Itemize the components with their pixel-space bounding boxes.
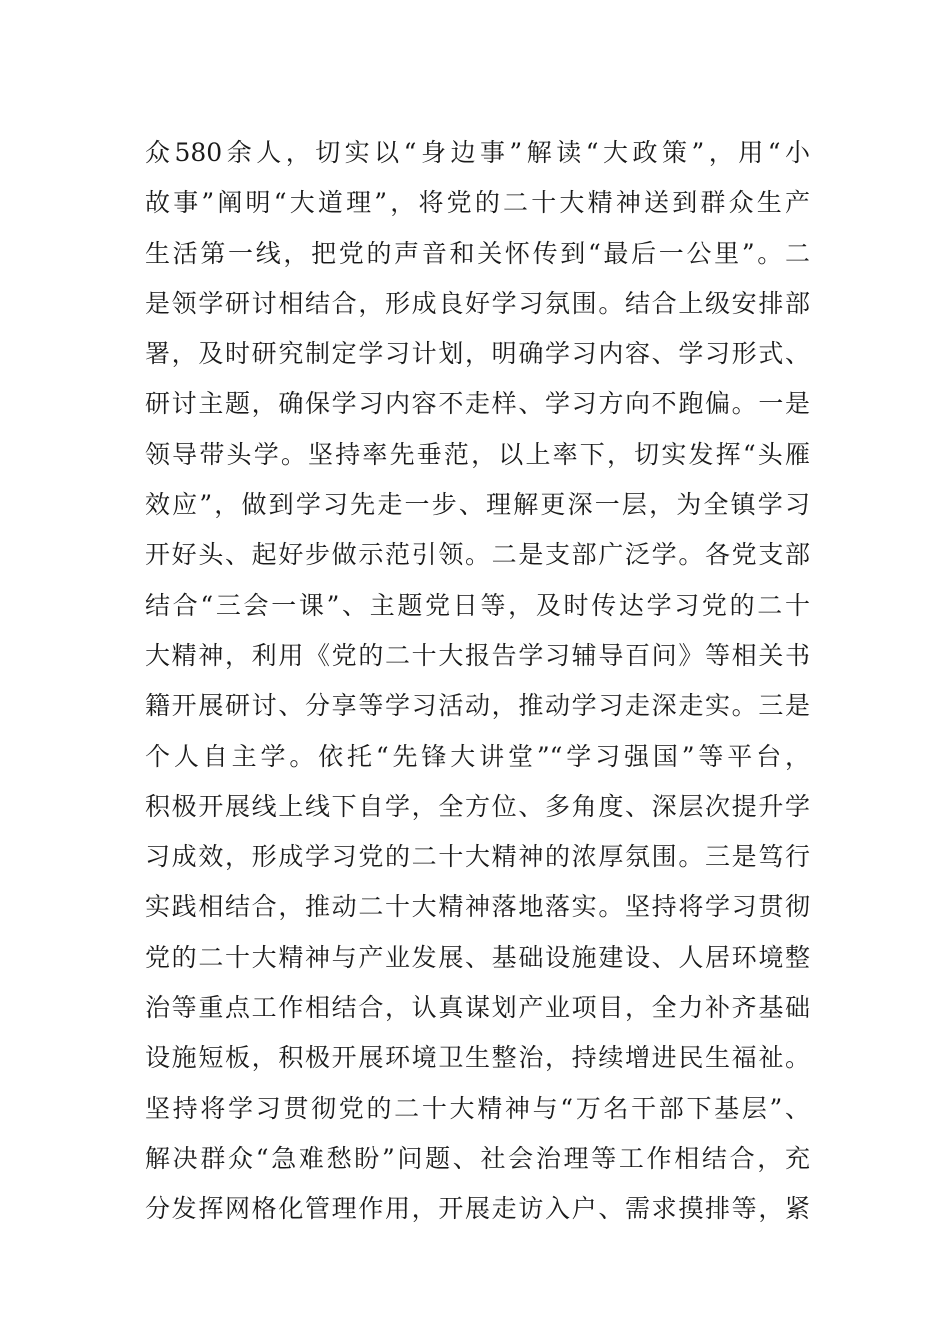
text-line: 故事”阐明“大道理”，将党的二十大精神送到群众生产 xyxy=(145,188,810,218)
text-line: 设施短板，积极开展环境卫生整治，持续增进民生福祉。 xyxy=(145,1043,810,1073)
text-line: 习成效，形成学习党的二十大精神的浓厚氛围。三是笃行 xyxy=(145,842,810,872)
text-line: 众580余人，切实以“身边事”解读“大政策”，用“小 xyxy=(145,138,810,167)
text-line: 分发挥网格化管理作用，开展走访入户、需求摸排等，紧 xyxy=(145,1194,810,1224)
text-line: 效应”，做到学习先走一步、理解更深一层，为全镇学习 xyxy=(145,490,810,520)
text-line: 坚持将学习贯彻党的二十大精神与“万名干部下基层”、 xyxy=(145,1093,810,1123)
text-line: 领导带头学。坚持率先垂范，以上率下，切实发挥“头雁 xyxy=(145,439,810,469)
text-line: 是领学研讨相结合，形成良好学习氛围。结合上级安排部 xyxy=(145,288,810,318)
text-line: 治等重点工作相结合，认真谋划产业项目，全力补齐基础 xyxy=(145,993,810,1023)
text-line: 积极开展线上线下自学，全方位、多角度、深层次提升学 xyxy=(145,791,810,821)
text-line: 开好头、起好步做示范引领。二是支部广泛学。各党支部 xyxy=(145,540,810,570)
text-line: 解决群众“急难愁盼”问题、社会治理等工作相结合，充 xyxy=(145,1143,810,1173)
text-line: 个人自主学。依托“先锋大讲堂”“学习强国”等平台， xyxy=(145,741,810,771)
text-line: 实践相结合，推动二十大精神落地落实。坚持将学习贯彻 xyxy=(145,892,810,922)
text-line: 籍开展研讨、分享等学习活动，推动学习走深走实。三是 xyxy=(145,691,810,721)
text-line: 结合“三会一课”、主题党日等，及时传达学习党的二十 xyxy=(145,590,810,620)
body-paragraph xyxy=(145,128,810,1235)
text-line: 署，及时研究制定学习计划，明确学习内容、学习形式、 xyxy=(145,339,810,369)
text-line: 大精神，利用《党的二十大报告学习辅导百问》等相关书 xyxy=(145,640,810,670)
text-line: 党的二十大精神与产业发展、基础设施建设、人居环境整 xyxy=(145,942,810,972)
text-line: 生活第一线，把党的声音和关怀传到“最后一公里”。二 xyxy=(145,238,810,268)
text-line: 研讨主题，确保学习内容不走样、学习方向不跑偏。一是 xyxy=(145,389,810,419)
